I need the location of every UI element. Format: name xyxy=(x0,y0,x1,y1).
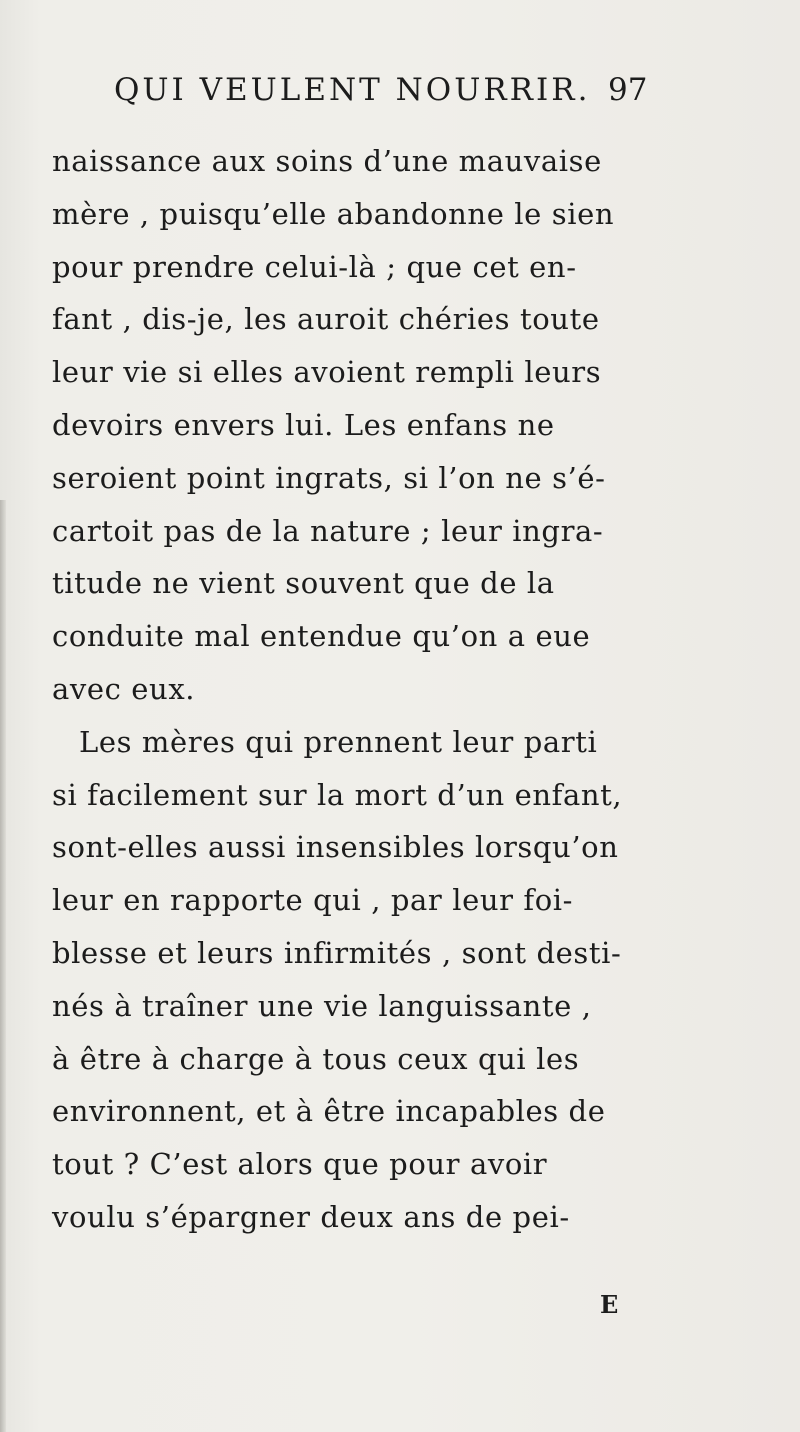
text-line: leur en rapporte qui , par leur foi- xyxy=(52,883,574,918)
text-line: devoirs envers lui. Les enfans ne xyxy=(52,407,555,442)
text-line: cartoit pas de la nature ; leur ingra- xyxy=(52,513,604,548)
page-number: 97 xyxy=(608,72,648,108)
text-line: environnent, et à être incapables de xyxy=(52,1094,606,1129)
text-line: seroient point ingrats, si l’on ne s’é- xyxy=(52,460,606,495)
signature-mark: E xyxy=(600,1290,619,1319)
text-line: avec eux. xyxy=(52,671,196,706)
running-head xyxy=(114,72,654,116)
text-line: fant , dis-je, les auroit chéries toute xyxy=(52,302,600,337)
text-line: à être à charge à tous ceux qui les xyxy=(52,1041,580,1076)
text-line: sont-elles aussi insensibles lorsqu’on xyxy=(52,830,619,865)
text-line: pour prendre celui-là ; que cet en- xyxy=(52,249,577,284)
binding-shadow xyxy=(0,500,6,1432)
text-line: tout ? C’est alors que pour avoir xyxy=(52,1147,548,1182)
text-line: naissance aux soins d’une mauvaise xyxy=(52,144,602,178)
text-line: titude ne vient souvent que de la xyxy=(52,566,555,601)
text-line: conduite mal entendue qu’on a eue xyxy=(52,619,591,654)
text-line: mère , puisqu’elle abandonne le sien xyxy=(52,196,615,231)
text-line: leur vie si elles avoient rempli leurs xyxy=(52,355,602,390)
text-line: voulu s’épargner deux ans de pei- xyxy=(52,1199,570,1234)
text-line: nés à traîner une vie languissante , xyxy=(52,988,592,1023)
paragraph-start-line: Les mères qui prennent leur parti xyxy=(79,724,598,759)
text-line: si facilement sur la mort d’un enfant, xyxy=(52,777,623,812)
running-title: QUI VEULENT NOURRIR. xyxy=(114,72,591,108)
text-line: blesse et leurs infirmités , sont desti- xyxy=(52,935,622,970)
body-text xyxy=(52,135,772,1244)
